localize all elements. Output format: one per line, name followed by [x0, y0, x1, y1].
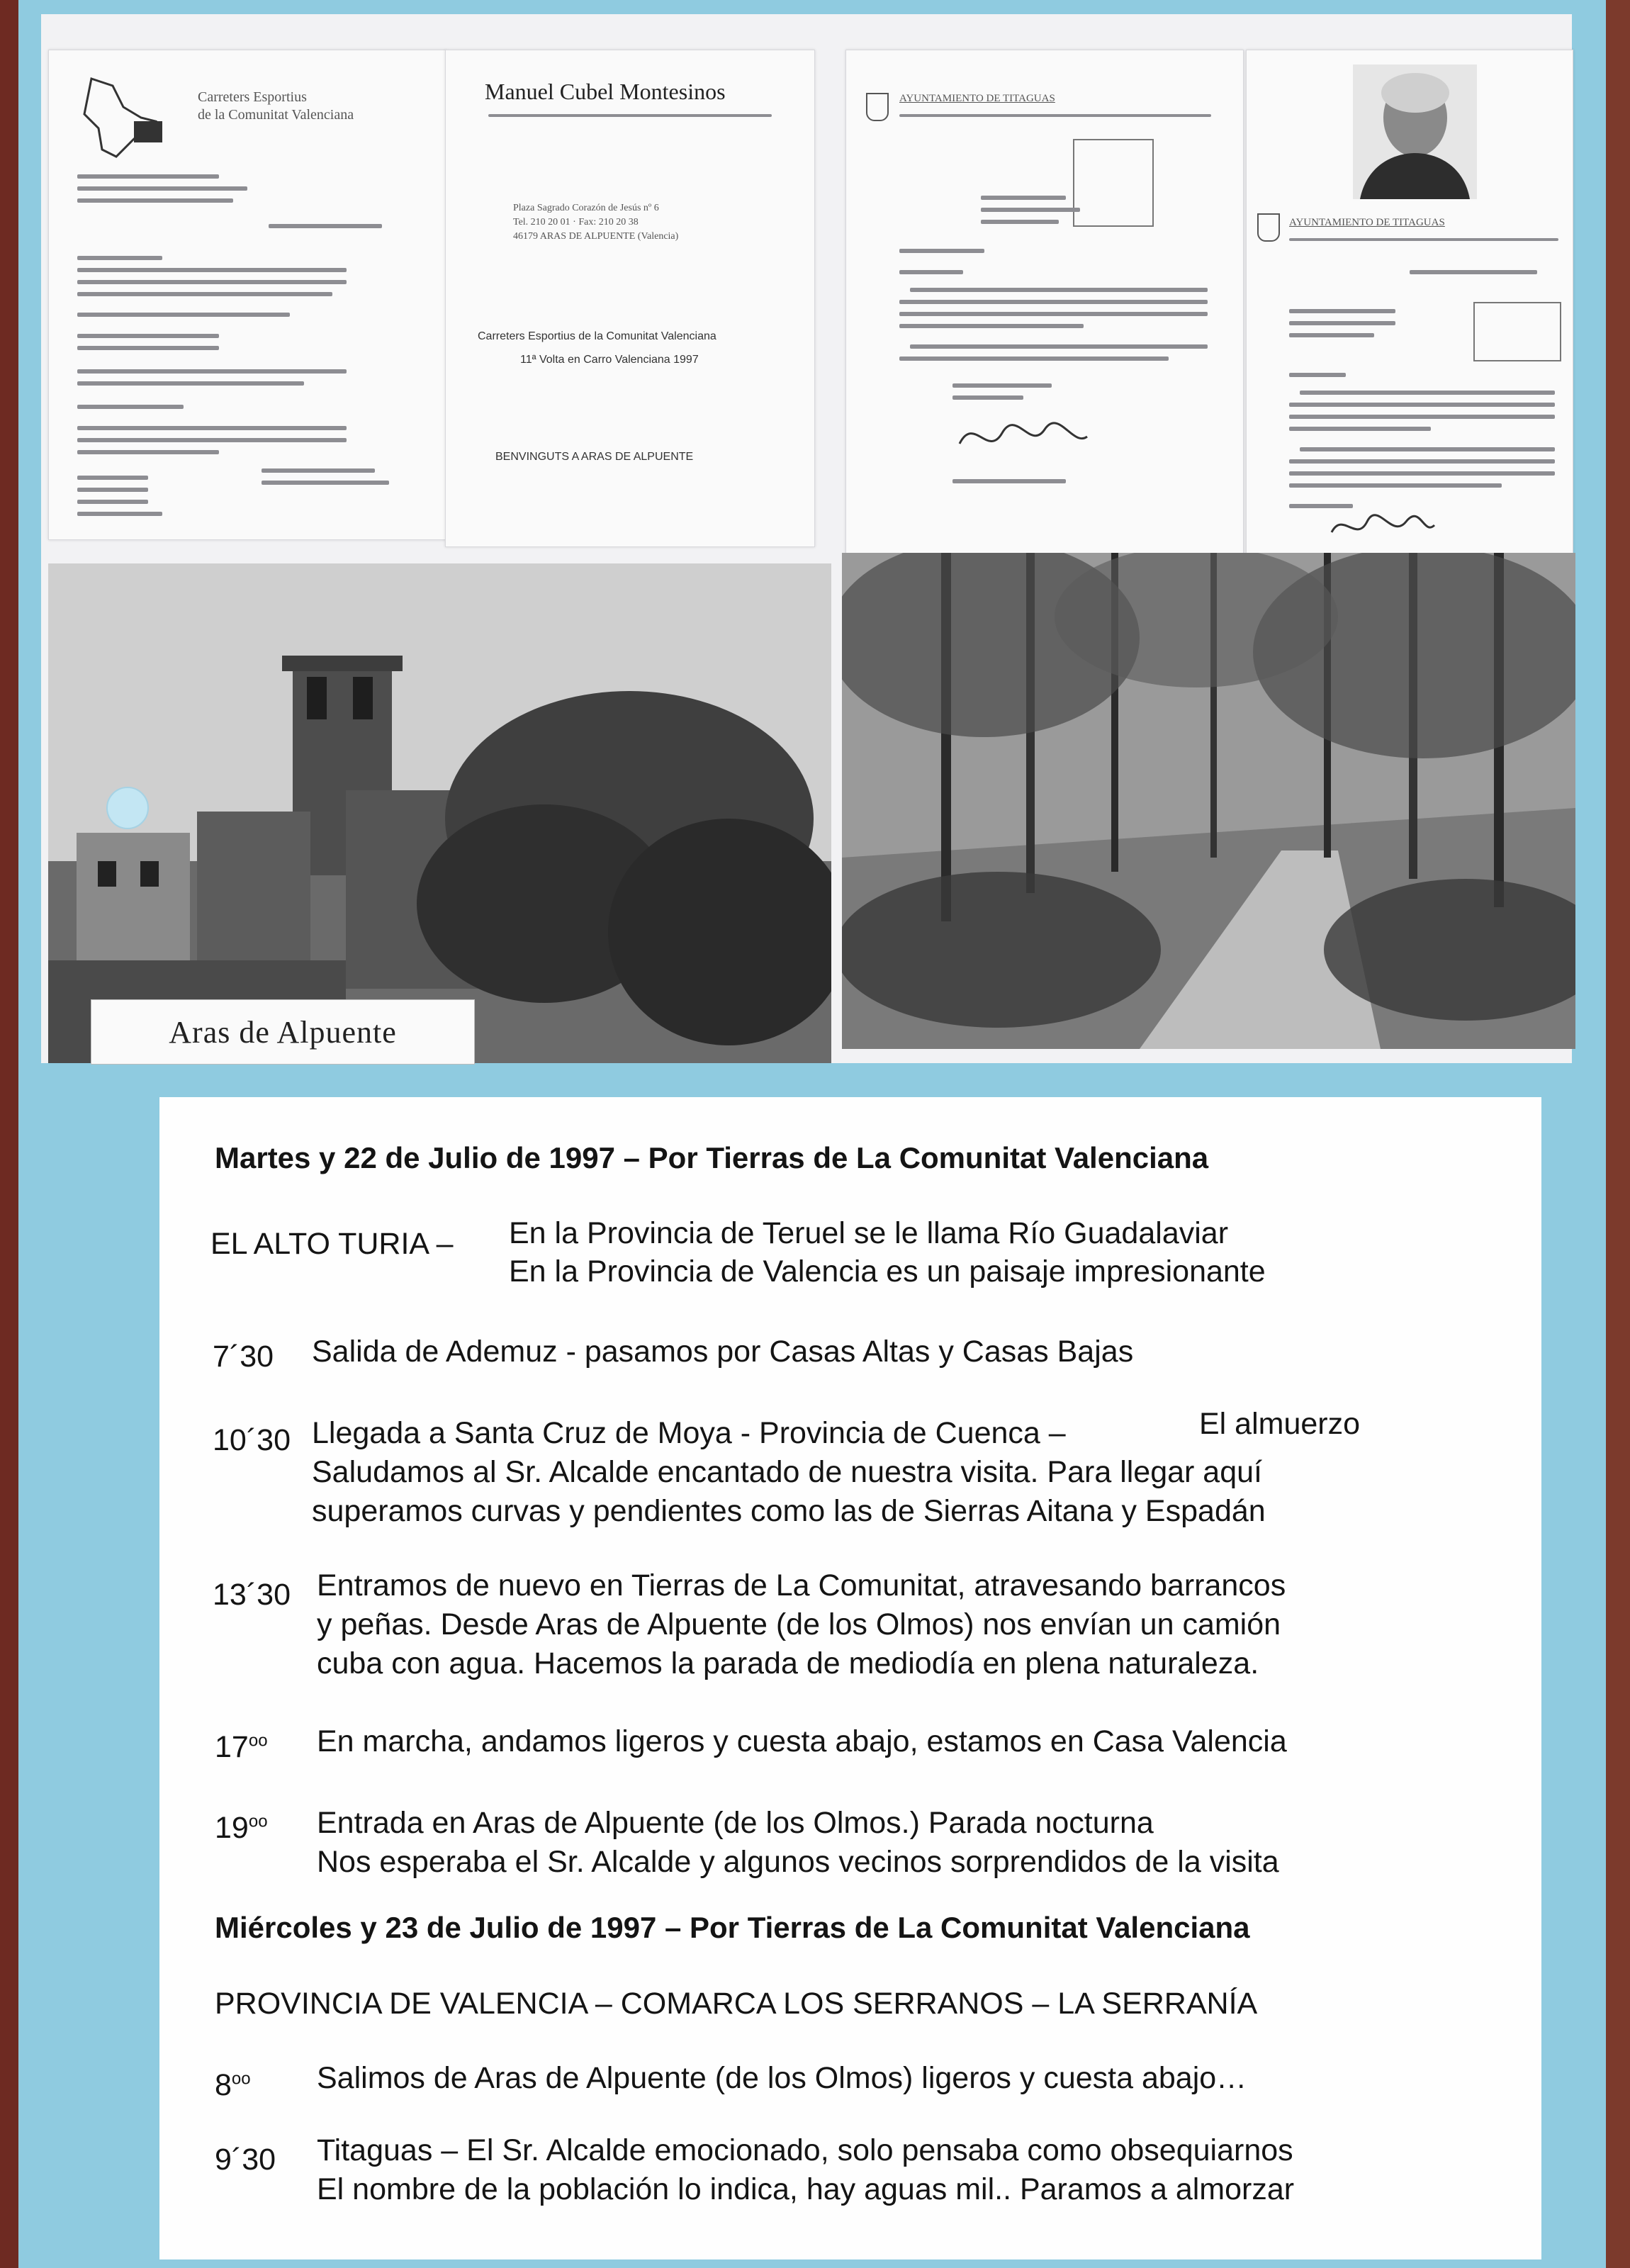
entry2-aside: El almuerzo [1199, 1407, 1361, 1441]
diary-sheet [159, 1097, 1541, 2259]
letter4-header: AYUNTAMIENTO DE TITAGUAS [1289, 217, 1445, 228]
background-edge-left [0, 0, 18, 2268]
entry2-line2: Saludamos al Sr. Alcalde encantado de nuestra visita. Para llegar aquí [312, 1455, 1262, 1489]
entry3-line2: y peñas. Desde Aras de Alpuente (de los Olmos) nos envían un camión [317, 1607, 1281, 1641]
entry3-line1: Entramos de nuevo en Tierras de La Comunitat, atravesando barrancos [317, 1568, 1286, 1602]
photo-forest-path [842, 553, 1575, 1049]
letter2-event-line2: 11ª Volta en Carro Valenciana 1997 [520, 354, 699, 366]
entry7-line1: Titaguas – El Sr. Alcalde emocionado, solo pensaba como obsequiarnos [317, 2133, 1293, 2167]
signature [1325, 504, 1438, 546]
letter3-crest [866, 93, 889, 121]
letter1-org-line1: Carreters Esportius [198, 89, 307, 105]
entry3-time: 13´30 [213, 1578, 291, 1612]
letter3-header: AYUNTAMIENTO DE TITAGUAS [899, 93, 1055, 104]
letter-titaguas-1 [845, 50, 1244, 554]
valencia-map-logo [63, 72, 169, 164]
letter2-address-line1: Plaza Sagrado Corazón de Jesús nº 6 [513, 203, 659, 213]
punch-hole [106, 787, 149, 829]
photo-aras-de-alpuente [48, 563, 831, 1063]
day2-heading: Miércoles y 23 de Julio de 1997 – Por Tierras de La Comunitat Valenciana [215, 1911, 1250, 1944]
entry1-time: 7´30 [213, 1340, 274, 1374]
collage-sheet [41, 14, 1572, 1063]
entry6-time: $8^{oo}$ [215, 2068, 251, 2102]
photo-caption: Aras de Alpuente [91, 999, 475, 1065]
entry4-line1: En marcha, andamos ligeros y cuesta abajo, estamos en Casa Valencia [317, 1724, 1287, 1758]
entry6-line1: Salimos de Aras de Alpuente (de los Olmos) ligeros y cuesta abajo… [317, 2061, 1247, 2095]
background-edge-right [1606, 0, 1630, 2268]
entry5-line2: Nos esperaba el Sr. Alcalde y algunos vecinos sorprendidos de la visita [317, 1845, 1279, 1879]
entry2-line3: superamos curvas y pendientes como las de Sierras Aitana y Espadán [312, 1494, 1266, 1528]
entry5-time: $19^{oo}$ [215, 1811, 268, 1845]
entry4-time: $17^{oo}$ [215, 1730, 268, 1764]
entry2-time: 10´30 [213, 1423, 291, 1457]
region1-label: EL ALTO TURIA – [210, 1227, 454, 1261]
letter2-address-line3: 46179 ARAS DE ALPUENTE (Valencia) [513, 231, 679, 242]
region1-line2: En la Provincia de Valencia es un paisaje impresionante [509, 1254, 1266, 1289]
letter-manuel-cubel [445, 50, 815, 547]
letter1-org-line2: de la Comunitat Valenciana [198, 107, 354, 123]
letter2-welcome: BENVINGUTS A ARAS DE ALPUENTE [495, 451, 694, 463]
entry1-line1: Salida de Ademuz - pasamos por Casas Altas y Casas Bajas [312, 1335, 1134, 1369]
letter2-name: Manuel Cubel Montesinos [485, 79, 726, 104]
signature [952, 408, 1094, 465]
entry3-line3: cuba con agua. Hacemos la parada de mediodía en plena naturaleza. [317, 1646, 1259, 1680]
day1-heading: Martes y 22 de Julio de 1997 – Por Tierras de La Comunitat Valenciana [215, 1141, 1209, 1174]
region1-line1: En la Provincia de Teruel se le llama Río Guadalaviar [509, 1216, 1229, 1250]
entry2-line1: Llegada a Santa Cruz de Moya - Provincia de Cuenca – [312, 1416, 1066, 1450]
entry7-line2: El nombre de la población lo indica, hay aguas mil.. Paramos a almorzar [317, 2172, 1295, 2206]
letter-titaguas-2 [1246, 50, 1573, 554]
letter2-event-line1: Carreters Esportius de la Comunitat Valenciana [478, 330, 716, 342]
mayor-portrait [1353, 64, 1477, 199]
entry5-line1: Entrada en Aras de Alpuente (de los Olmos.) Parada nocturna [317, 1806, 1154, 1840]
letter2-address-line2: Tel. 210 20 01 · Fax: 210 20 38 [513, 217, 639, 228]
entry7-time: 9´30 [215, 2143, 276, 2177]
letter-carreters [48, 50, 446, 540]
region2: PROVINCIA DE VALENCIA – COMARCA LOS SERRANOS – LA SERRANÍA [215, 1987, 1258, 2021]
letter4-crest [1257, 213, 1280, 242]
